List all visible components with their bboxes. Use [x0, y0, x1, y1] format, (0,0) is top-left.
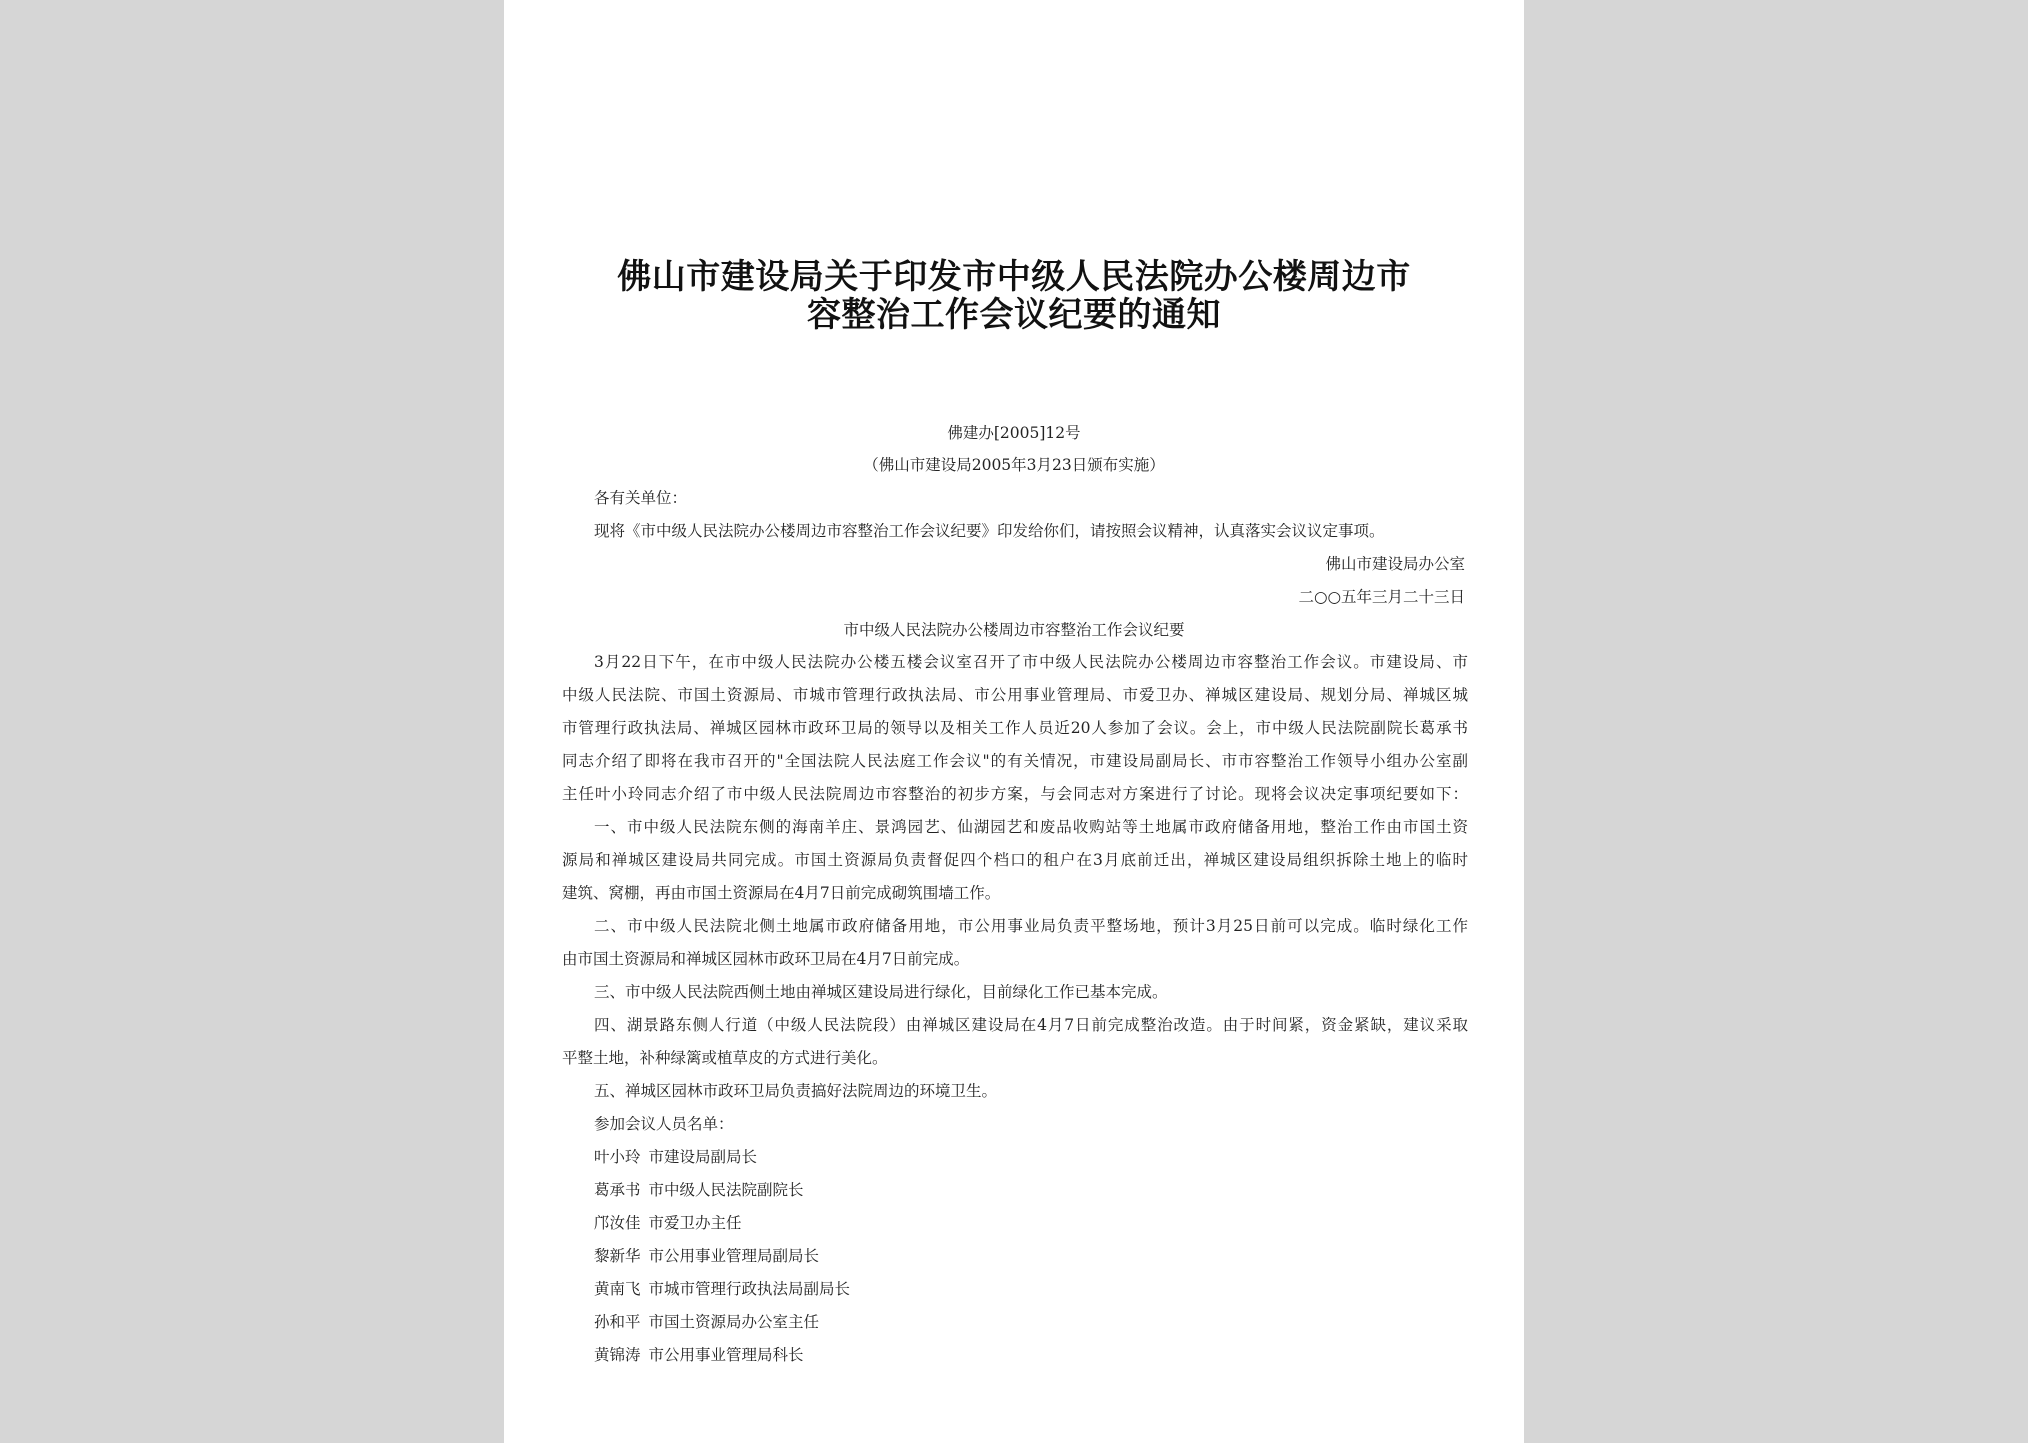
minutes-title: 市中级人民法院办公楼周边市容整治工作会议纪要 [843, 621, 1185, 639]
attendee-name: 邝汝佳 [594, 1214, 641, 1232]
paragraph-line: 同志介绍了即将在我市召开的"全国法院人民法庭工作会议"的有关情况，市建设局副局长、市市容整治工作领导小组办公室副 [562, 752, 1468, 770]
intro-text: 现将《市中级人民法院办公楼周边市容整治工作会议纪要》印发给你们，请按照会议精神，认真落实会议议定事项。 [594, 522, 1385, 540]
item-1-line: 源局和禅城区建设局共同完成。市国土资源局负责督促四个档口的租户在3月底前迁出，禅城区建设局组织拆除土地上的临时 [562, 851, 1468, 869]
issue-note: （佛山市建设局2005年3月23日颁布实施） [863, 456, 1165, 474]
document-page [504, 0, 1524, 1443]
issue-date: 二○○五年三月二十三日 [1298, 588, 1465, 606]
document-number: 佛建办[2005]12号 [947, 424, 1081, 442]
attendee-title: 市公用事业管理局科长 [648, 1346, 804, 1364]
title-line-2: 容整治工作会议纪要的通知 [807, 295, 1221, 335]
attendee-row [594, 1345, 804, 1365]
item-4-line: 平整土地，补种绿篱或植草皮的方式进行美化。 [562, 1049, 888, 1067]
document-title [504, 258, 1524, 334]
attendee-title: 市城市管理行政执法局副局长 [648, 1280, 851, 1298]
attendee-row [594, 1213, 742, 1233]
paragraph-line: 中级人民法院、市国土资源局、市城市管理行政执法局、市公用事业管理局、市爱卫办、禅城区建设局、规划分局、禅城区城 [562, 686, 1468, 704]
item-1-line: 一、市中级人民法院东侧的海南羊庄、景鸿园艺、仙湖园艺和废品收购站等土地属市政府储备用地，整治工作由市国土资 [594, 818, 1468, 836]
attendee-name: 黄锦涛 [594, 1346, 641, 1364]
attendee-title: 市中级人民法院副院长 [648, 1181, 804, 1199]
paragraph-line: 主任叶小玲同志介绍了市中级人民法院周边市容整治的初步方案，与会同志对方案进行了讨论。现将会议决定事项纪要如下： [562, 785, 1468, 803]
attendee-row [594, 1246, 819, 1266]
item-4-line: 四、湖景路东侧人行道（中级人民法院段）由禅城区建设局在4月7日前完成整治改造。由于时间紧，资金紧缺，建议采取 [594, 1016, 1468, 1034]
attendee-name: 叶小玲 [594, 1148, 641, 1166]
attendee-title: 市公用事业管理局副局长 [648, 1247, 820, 1265]
item-1-line: 建筑、窝棚，再由市国土资源局在4月7日前完成砌筑围墙工作。 [562, 884, 1001, 902]
item-3: 三、市中级人民法院西侧土地由禅城区建设局进行绿化，目前绿化工作已基本完成。 [594, 983, 1168, 1001]
attendee-name: 黎新华 [594, 1247, 641, 1265]
item-5: 五、禅城区园林市政环卫局负责搞好法院周边的环境卫生。 [594, 1082, 998, 1100]
attendee-name: 黄南飞 [594, 1280, 641, 1298]
attendee-name: 葛承书 [594, 1181, 641, 1199]
addressee: 各有关单位： [594, 489, 688, 507]
paragraph-line: 市管理行政执法局、禅城区园林市政环卫局的领导以及相关工作人员近20人参加了会议。会上，市中级人民法院副院长葛承书 [562, 719, 1468, 737]
issuer: 佛山市建设局办公室 [1325, 555, 1465, 573]
item-2-line: 由市国土资源局和禅城区园林市政环卫局在4月7日前完成。 [562, 950, 970, 968]
attendee-title: 市建设局副局长 [648, 1148, 758, 1166]
attendee-name: 孙和平 [594, 1313, 641, 1331]
attendee-row [594, 1279, 850, 1299]
title-line-1: 佛山市建设局关于印发市中级人民法院办公楼周边市 [617, 257, 1411, 297]
attendee-title: 市国土资源局办公室主任 [648, 1313, 820, 1331]
attendees-heading: 参加会议人员名单： [594, 1115, 734, 1133]
paragraph-line: 3月22日下午，在市中级人民法院办公楼五楼会议室召开了市中级人民法院办公楼周边市容整治工作会议。市建设局、市 [594, 653, 1468, 671]
item-2-line: 二、市中级人民法院北侧土地属市政府储备用地，市公用事业局负责平整场地，预计3月25日前可以完成。临时绿化工作 [594, 917, 1468, 935]
attendee-row [594, 1147, 757, 1167]
attendee-row [594, 1312, 819, 1332]
attendee-title: 市爱卫办主任 [648, 1214, 742, 1232]
attendee-row [594, 1180, 804, 1200]
